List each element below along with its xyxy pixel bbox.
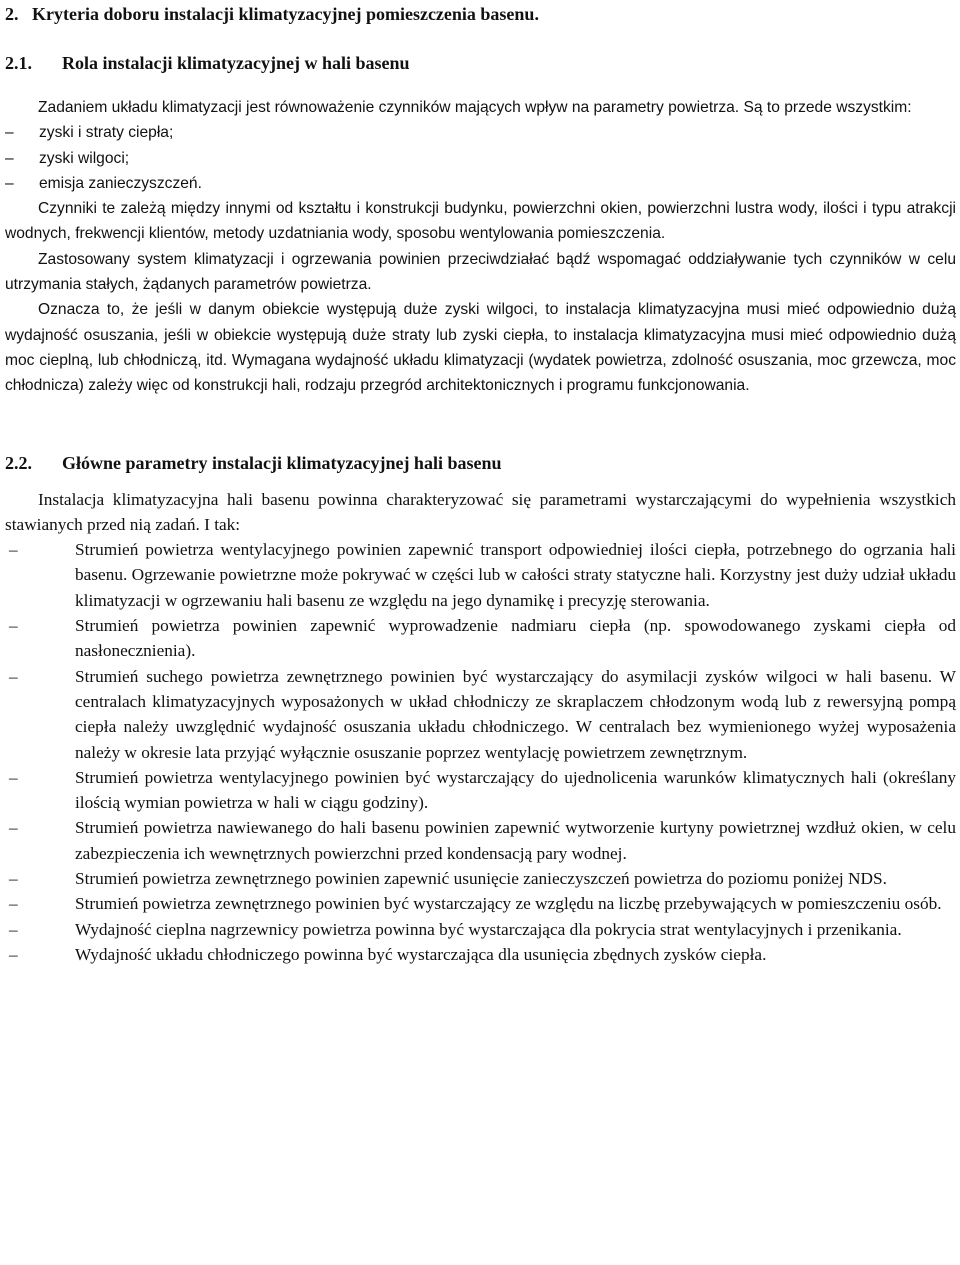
dash-mark: – [9, 919, 18, 939]
dash-mark: – [5, 124, 14, 142]
section-heading-2-1 [5, 53, 956, 73]
list-item [5, 171, 956, 196]
chapter-heading [5, 4, 956, 24]
chapter-number: 2. [5, 4, 19, 24]
list-item-text: emisja zanieczyszczeń. [39, 174, 202, 192]
list-item-text: Wydajność cieplna nagrzewnicy powietrza powinna być wystarczająca dla pokrycia strat wentylacyjnych i przenikania. [75, 919, 902, 939]
list-item [5, 917, 956, 942]
dash-mark: – [9, 666, 18, 686]
list-item-text: zyski wilgoci; [39, 149, 130, 167]
list-item-text: Strumień powietrza powinien zapewnić wyprowadzenie nadmiaru ciepła (np. spowodowanego zyskami ciepła od nasłonecznienia). [75, 616, 956, 661]
section-2-2-body [5, 487, 956, 968]
chapter-title: Kryteria doboru instalacji klimatyzacyjnej pomieszczenia basenu. [32, 4, 539, 24]
dash-mark: – [9, 540, 18, 560]
list-item [5, 613, 956, 664]
list-item [5, 942, 956, 967]
dash-mark: – [9, 818, 18, 838]
paragraph-intro: Zadaniem układu klimatyzacji jest równoważenie czynników mających wpływ na parametry powietrza. Są to przede wszystkim: [38, 99, 912, 116]
list-item-text: Wydajność układu chłodniczego powinna być wystarczająca dla usunięcia zbędnych zysków ciepła. [75, 944, 767, 964]
dash-mark: – [9, 894, 18, 914]
dash-mark: – [5, 149, 14, 167]
requirements-list [5, 537, 956, 967]
section-heading-2-2 [5, 453, 956, 473]
dash-mark: – [5, 174, 14, 192]
paragraph: Czynniki te zależą między innymi od kształtu i konstrukcji budynku, powierzchni okien, powierzchni lustra wody, ilości i typu atrakcji wodnych, frekwencji klientów, metody uzdatniania wody, sposobu wentylowania pomieszczenia. [5, 200, 956, 243]
dash-mark: – [9, 869, 18, 889]
section-number: 2.2. [5, 452, 32, 473]
section-title: Rola instalacji klimatyzacyjnej w hali basenu [62, 53, 410, 73]
list-item-text: Strumień powietrza wentylacyjnego powinien zapewnić transport odpowiedniej ilości ciepła, potrzebnego do ogrzania hali basenu. Ogrzewanie powietrzne może pokrywać w części lub w całości straty statyczne hali. Korzystny jest duży udział układu klimatyzacji w ogrzewaniu hali basenu ze względu na jego dynamikę i precyzję sterowania. [75, 540, 956, 610]
list-item [5, 891, 956, 916]
list-item [5, 537, 956, 613]
section-number: 2.1. [5, 53, 32, 73]
list-item [5, 146, 956, 171]
list-item-text: Strumień powietrza zewnętrznego powinien zapewnić usunięcie zanieczyszczeń powietrza do poziomu poniżej NDS. [75, 869, 887, 889]
list-item-text: Strumień suchego powietrza zewnętrznego powinien być wystarczający do asymilacji zysków wilgoci w hali basenu. W centralach klimatyzacyjnych wyposażonych w układ chłodniczy ze skraplaczem chłodzonym wodą lub z rewersyjną pompą ciepła należy uwzględnić wydajność osuszania układu chłodniczego. W centralach bez wymienionego wyżej wyposażenia należy w okresie lata przyjąć wyłącznie osuszanie poprzez wentylację powietrzem zewnętrznym. [75, 666, 956, 762]
paragraph: Zastosowany system klimatyzacji i ogrzewania powinien przeciwdziałać bądź wspomagać oddziaływanie tych czynników w celu utrzymania stałych, żądanych parametrów powietrza. [5, 250, 956, 294]
list-item-text: Strumień powietrza nawiewanego do hali basenu powinien zapewnić wytworzenie kurtyny powietrznej wzdłuż okien, w celu zabezpieczenia ich wewnętrznych powierzchni przed kondensacją pary wodnej. [75, 818, 956, 863]
list-item [5, 815, 956, 866]
list-item-text: Strumień powietrza zewnętrznego powinien być wystarczający ze względu na liczbę przebywających w pomieszczeniu osób. [75, 894, 942, 914]
paragraph: Oznacza to, że jeśli w danym obiekcie występują duże zyski wilgoci, to instalacja klimatyzacyjna musi mieć odpowiednio dużą wydajność osuszania, jeśli w obiekcie występują duże straty lub zyski ciepła, to instalacja klimatyzacyjna musi mieć odpowiednio dużą moc cieplną, lub chłodniczą, itd. Wymagana wydajność układu klimatyzacji (wydatek powietrza, zdolność osuszania, moc grzewcza, moc chłodnicza) zależy więc od konstrukcji hali, rodzaju przegród architektonicznych i programu funkcjonowania. [5, 301, 956, 395]
paragraph-intro: Instalacja klimatyzacyjna hali basenu powinna charakteryzować się parametrami wystarczającymi do wypełnienia wszystkich stawianych przed nią zadań. I tak: [5, 489, 956, 534]
document-page [5, 0, 956, 967]
section-title: Główne parametry instalacji klimatyzacyjnej hali basenu [62, 452, 502, 473]
list-item [5, 765, 956, 816]
list-item-text: zyski i straty ciepła; [39, 124, 174, 142]
list-item [5, 120, 956, 145]
list-item [5, 664, 956, 765]
list-item-text: Strumień powietrza wentylacyjnego powinien być wystarczający do ujednolicenia warunków klimatycznych hali (określany ilością wymian powietrza w hali w ciągu godziny). [75, 767, 956, 813]
section-2-1-body [5, 95, 956, 399]
dash-mark: – [9, 944, 18, 964]
list-item [5, 866, 956, 891]
dash-mark: – [9, 767, 18, 787]
dash-mark: – [9, 616, 18, 636]
